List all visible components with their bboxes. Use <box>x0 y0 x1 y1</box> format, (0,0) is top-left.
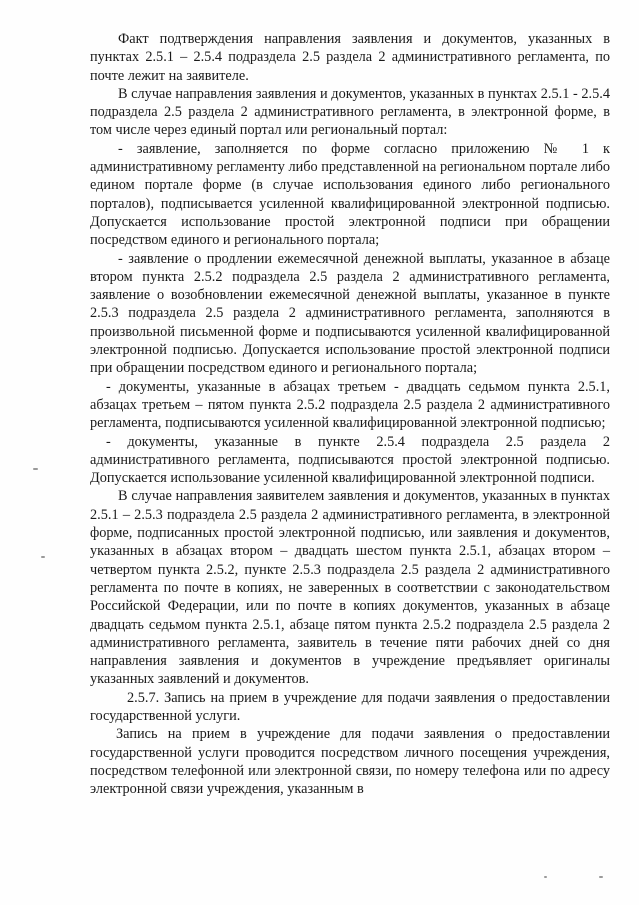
scan-speck <box>41 556 45 558</box>
scan-speck <box>33 468 38 470</box>
paragraph-p9: Запись на прием в учреждение для подачи заявления о предоставлении государственной услуги проводится посредством личного посещения учреждения, посредством телефонной или электронной связи, по номеру телефона или по адресу электронной связи учреждения, указанным в <box>90 726 610 798</box>
paragraph-p2: В случае направления заявления и документов, указанных в пунктах 2.5.1 - 2.5.4 подраздела 2.5 раздела 2 административного регламента, в электронной форме, в том числе через единый портал или региональный портал: <box>90 85 610 139</box>
paragraph-p3: - заявление, заполняется по форме согласно приложению № 1 к административному регламенту либо представленной на региональном портале либо едином портале форме (в случае использования единого либо регионального порталов), подписывается усиленной квалифицированной электронной подписью. Допускается использование простой электронной подписи при обращении посредством единого и регионального портала; <box>90 140 610 249</box>
document-body <box>90 30 610 798</box>
paragraph-p7: В случае направления заявителем заявления и документов, указанных в пунктах 2.5.1 – 2.5.3 подраздела 2.5 раздела 2 административного регламента, в электронной форме, подписанных простой электронной подписью, или заявления и документов, указанных в абзацах втором – двадцать шестом пункта 2.5.1, абзацах втором – четвертом пункта 2.5.2, пункте 2.5.3 подраздела 2.5 раздела 2 административного регламента по почте в копиях, не заверенных в соответствии с законодательством Российской Федерации, или по почте в копиях документов, указанных в абзаце двадцать седьмом пункта 2.5.1, абзаце пятом пункта 2.5.2 подраздела 2.5 раздела 2 административного регламента, заявитель в течение пяти рабочих дней со дня направления заявления и документов в учреждение предъявляет оригиналы указанных заявлений и документов. <box>90 488 610 688</box>
paragraph-p8: 2.5.7. Запись на прием в учреждение для подачи заявления о предоставлении государственной услуги. <box>90 689 610 724</box>
paragraph-p6: - документы, указанные в пункте 2.5.4 подраздела 2.5 раздела 2 административного регламента, подписываются простой электронной подписью. Допускается использование усиленной квалифицированной электронной подписи. <box>90 433 610 487</box>
paragraph-p1: Факт подтверждения направления заявления и документов, указанных в пунктах 2.5.1 – 2.5.4 подраздела 2.5 раздела 2 административного регламента, по почте лежит на заявителе. <box>90 31 610 84</box>
paragraph-p4: - заявление о продлении ежемесячной денежной выплаты, указанное в абзаце втором пункта 2.5.2 подраздела 2.5 раздела 2 административного регламента, заявление о возобновлении ежемесячной денежной выплаты, указанное в пункте 2.5.3 подраздела 2.5 раздела 2 административного регламента, заполняются в произвольной письменной форме и подписываются усиленной квалифицированной электронной подписью. Допускается использование простой электронной подписи при обращении посредством единого и регионального портала; <box>90 250 610 377</box>
scan-speck <box>599 876 603 878</box>
scan-speck <box>544 876 547 878</box>
paragraph-p5: - документы, указанные в абзацах третьем - двадцать седьмом пункта 2.5.1, абзацах третьем – пятом пункта 2.5.2 подраздела 2.5 раздела 2 административного регламента, подписываются усиленной квалифицированной электронной подписью; <box>90 378 610 432</box>
